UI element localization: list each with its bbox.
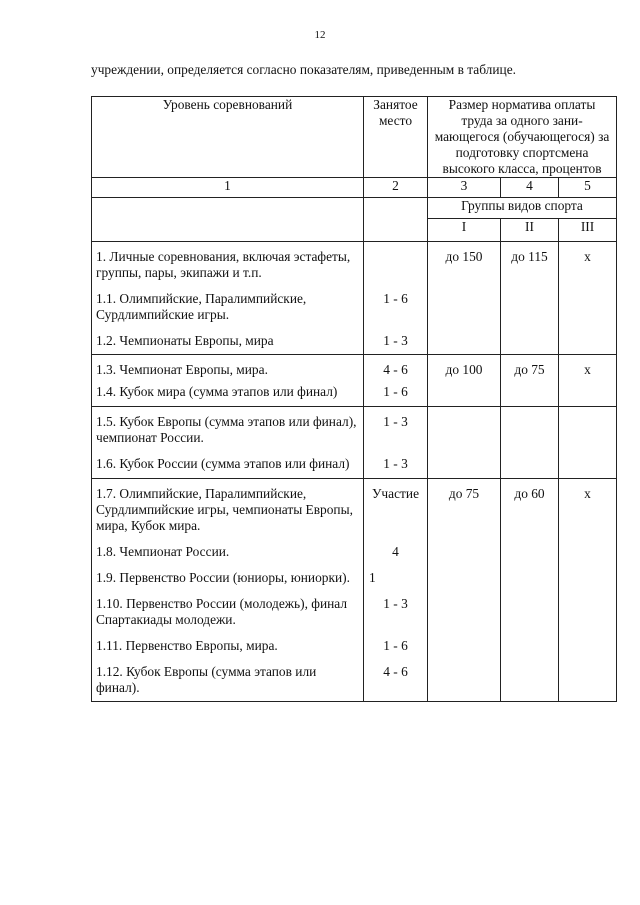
table-row [92,446,617,479]
intro-paragraph: учреждении, определяется согласно показателям, приведенным в таблице. [91,62,516,77]
level-cell: 1. Личные соревнования, включая эстафеты, группы, пары, экипажи и т.п. [92,242,364,282]
group-label: III [559,219,617,242]
level-cell: 1.10. Первенство России (молодежь), финал Спартакиады молодежи. [92,586,364,628]
group2-cell [501,534,559,560]
group2-cell [501,654,559,702]
group1-cell: до 100 [428,355,501,379]
group2-cell [501,407,559,447]
place-cell: 1 - 6 [364,378,428,407]
level-cell: 1.8. Чемпионат России. [92,534,364,560]
group-label: II [501,219,559,242]
column-number: 5 [559,178,617,198]
place-cell: 1 - 3 [364,446,428,479]
group2-cell [501,446,559,479]
level-cell: 1.12. Кубок Европы (сумма этапов или финал). [92,654,364,702]
group1-cell [428,378,501,407]
table-row [92,407,617,447]
group3-cell: х [559,355,617,379]
level-cell: 1.1. Олимпийские, Паралимпийские, Сурдлимпийские игры. [92,281,364,323]
level-cell: 1.3. Чемпионат Европы, мира. [92,355,364,379]
group1-cell [428,323,501,355]
group2-cell [501,323,559,355]
level-cell: 1.11. Первенство Европы, мира. [92,628,364,654]
table-row [92,281,617,323]
group2-cell [501,281,559,323]
column-number: 1 [92,178,364,198]
group1-cell [428,586,501,628]
table-row [92,378,617,407]
place-cell: 1 - 6 [364,628,428,654]
group1-cell [428,534,501,560]
group1-cell [428,281,501,323]
group3-cell [559,654,617,702]
header-level: Уровень соревнований [92,97,364,178]
header-norm: Размер норматива оплаты труда за одного зани-мающегося (обучающегося) за подготовку спортсмена высокого класса, процентов [428,97,617,178]
column-number: 3 [428,178,501,198]
table-row [92,628,617,654]
group2-cell: до 115 [501,242,559,282]
group1-cell [428,560,501,586]
header-place: Занятое место [364,97,428,178]
table-row [92,560,617,586]
level-cell: 1.4. Кубок мира (сумма этапов или финал) [92,378,364,407]
level-cell: 1.9. Первенство России (юниоры, юниорки). [92,560,364,586]
group2-cell [501,628,559,654]
place-cell: 1 - 6 [364,281,428,323]
empty-cell [92,198,364,242]
place-cell: 1 [364,560,428,586]
group3-cell [559,586,617,628]
group3-cell [559,323,617,355]
table-row [92,323,617,355]
column-numbers-row [92,178,617,198]
table-row [92,355,617,379]
group1-cell: до 150 [428,242,501,282]
group2-cell [501,378,559,407]
place-cell: 4 [364,534,428,560]
level-cell: 1.7. Олимпийские, Паралимпийские, Сурдлимпийские игры, чемпионаты Европы, мира, Кубок мира. [92,479,364,535]
place-cell: 1 - 3 [364,586,428,628]
level-cell: 1.2. Чемпионаты Европы, мира [92,323,364,355]
group2-cell [501,586,559,628]
group1-cell: до 75 [428,479,501,535]
group3-cell: х [559,242,617,282]
table-header-row [92,97,617,178]
group-label: I [428,219,501,242]
place-cell: 1 - 3 [364,323,428,355]
group2-cell [501,560,559,586]
group2-cell: до 60 [501,479,559,535]
table-row [92,242,617,282]
group3-cell: х [559,479,617,535]
table-row [92,479,617,535]
group3-cell [559,534,617,560]
group3-cell [559,407,617,447]
level-cell: 1.6. Кубок России (сумма этапов или финал) [92,446,364,479]
place-cell: 4 - 6 [364,355,428,379]
place-cell: 1 - 3 [364,407,428,447]
group1-cell [428,407,501,447]
group3-cell [559,378,617,407]
empty-cell [364,198,428,242]
group3-cell [559,281,617,323]
sport-groups-label: Группы видов спорта [428,198,617,219]
norms-table [91,96,617,702]
group2-cell: до 75 [501,355,559,379]
group3-cell [559,446,617,479]
group1-cell [428,654,501,702]
table-row [92,534,617,560]
place-cell: 4 - 6 [364,654,428,702]
group1-cell [428,446,501,479]
group3-cell [559,628,617,654]
group3-cell [559,560,617,586]
table-row [92,586,617,628]
group1-cell [428,628,501,654]
place-cell [364,242,428,282]
place-cell: Участие [364,479,428,535]
sport-groups-row [92,198,617,219]
column-number: 4 [501,178,559,198]
table-row [92,654,617,702]
level-cell: 1.5. Кубок Европы (сумма этапов или финал), чемпионат России. [92,407,364,447]
column-number: 2 [364,178,428,198]
page-number: 12 [314,29,326,41]
